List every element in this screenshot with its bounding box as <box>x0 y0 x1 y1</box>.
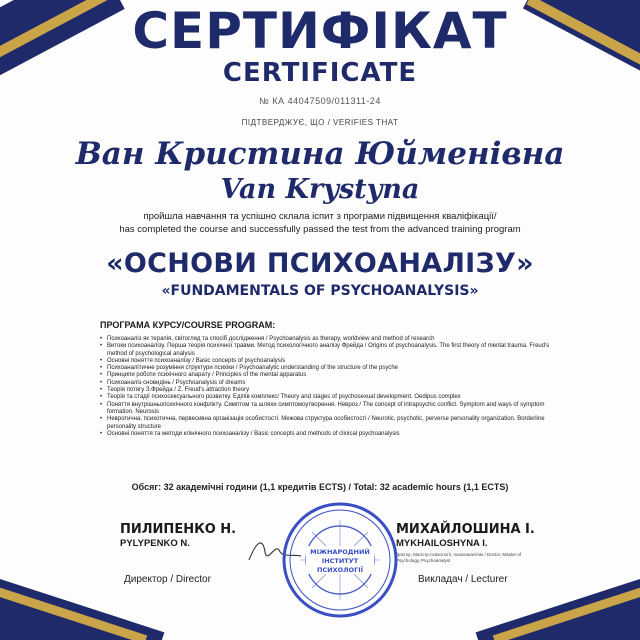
completion-statement-ua: пройшла навчання та успішно склала іспит з програми підвищення кваліфікації/ <box>143 211 497 222</box>
lecturer-name-en: MYKHAILOSHYNA I. <box>396 538 488 549</box>
list-item: • Основні поняття психоаналізу / Basic concepts of psychoanalysis <box>100 358 570 365</box>
lecturer-name-ua: МИХАЙЛОШИНА І. <box>396 522 535 537</box>
seal-line-3: ПСИХОЛОГІЇ <box>316 566 364 574</box>
completion-statement-en: has completed the course and successfully passed the test from the advanced training program <box>119 224 521 235</box>
list-item: • Принципи роботи психічного апарату / Principles of the mental apparatus <box>100 372 570 379</box>
director-role: Директор / Director <box>124 574 211 585</box>
seal-line-1: МІЖНАРОДНИЙ <box>310 548 370 556</box>
list-item: • Психоаналіз сновидінь / Psychoanalysis of dreams <box>100 380 570 387</box>
course-title-en: «FUNDAMENTALS OF PSYCHOANALYSIS» <box>161 283 479 299</box>
signature-block-lecturer <box>396 522 546 563</box>
list-item: • Основні поняття та методи клінічного психоаналізу / Basic concepts and methods of clinical psychoanalysis <box>100 431 570 438</box>
lecturer-role: Викладач / Lecturer <box>418 574 508 585</box>
completion-statement <box>0 210 640 236</box>
lecturer-credentials: Доктор, Магістр психології, психоаналітик / Doctor, Master of Psychology, Psychoanalyst <box>396 552 522 563</box>
certificate-title-en: CERTIFICATE <box>222 58 418 88</box>
list-item: • Невротична, психотична, первесивна організація особистості. Межова структура особистості / Neurotic, psychotic, perverse personality organization. Borderline personality structure <box>100 416 570 431</box>
list-item: • Теорія потягу З.Фрейда / Z. Freud's attraction theory <box>100 387 570 394</box>
course-title-ua: «ОСНОВИ ПСИХОАНАЛІЗУ» <box>106 248 534 279</box>
recipient-name-ua: Ван Кристина Юйменівна <box>75 136 565 172</box>
list-item: • Витоки психоаналізу. Перша теорія психічної травми. Метод психологічного аналізу Фрейда / Origins of psychoanalysis. The first theory of mental trauma. Freud's method of psychological analysis <box>100 343 570 358</box>
list-item: • Психоаналітичне розуміння структури психіки / Psychoanalytic understanding of the structure of the psyche <box>100 365 570 372</box>
course-volume: Обсяг: 32 академічні години (1,1 кредитів ECTS) / Total: 32 academic hours (1,1 ECTS) <box>131 482 509 492</box>
institute-seal-icon <box>280 500 400 620</box>
list-item: • Поняття внутрішньопсихічного конфлікту. Симптом та шляхи симптомоутворення. Невроз / The concept of intrapsychic conflict. Symptom and ways of symptom formation. Neurosis <box>100 402 570 417</box>
seal-line-2: ІНСТИТУТ <box>321 557 359 565</box>
director-name-ua: ПИЛИПЕНКО Н. <box>120 522 237 537</box>
program-heading: ПРОГРАМА КУРСУ/COURSE PROGRAM: <box>100 320 276 330</box>
director-name-en: PYLYPENKO N. <box>120 538 190 549</box>
recipient-name-en: Van Krystyna <box>220 174 420 205</box>
verifies-text: ПІДТВЕРДЖУЄ, ЩО / VERIFIES THAT <box>241 118 399 127</box>
course-program <box>100 320 570 438</box>
certificate-number: № КА 44047509/011311-24 <box>259 96 381 106</box>
list-item: • Психоаналіз як терапія, світогляд та спосіб дослідження / Psychoanalysis as therapy, worldview and method of research <box>100 336 570 343</box>
list-item: • Теорія та стадії психосексуального розвитку. Едіпів комплекс/ Theory and stages of psychosexual development. Oedipus complex <box>100 394 570 401</box>
program-list <box>100 336 570 438</box>
certificate-title-ua: СЕРТИФІКАТ <box>132 2 508 60</box>
